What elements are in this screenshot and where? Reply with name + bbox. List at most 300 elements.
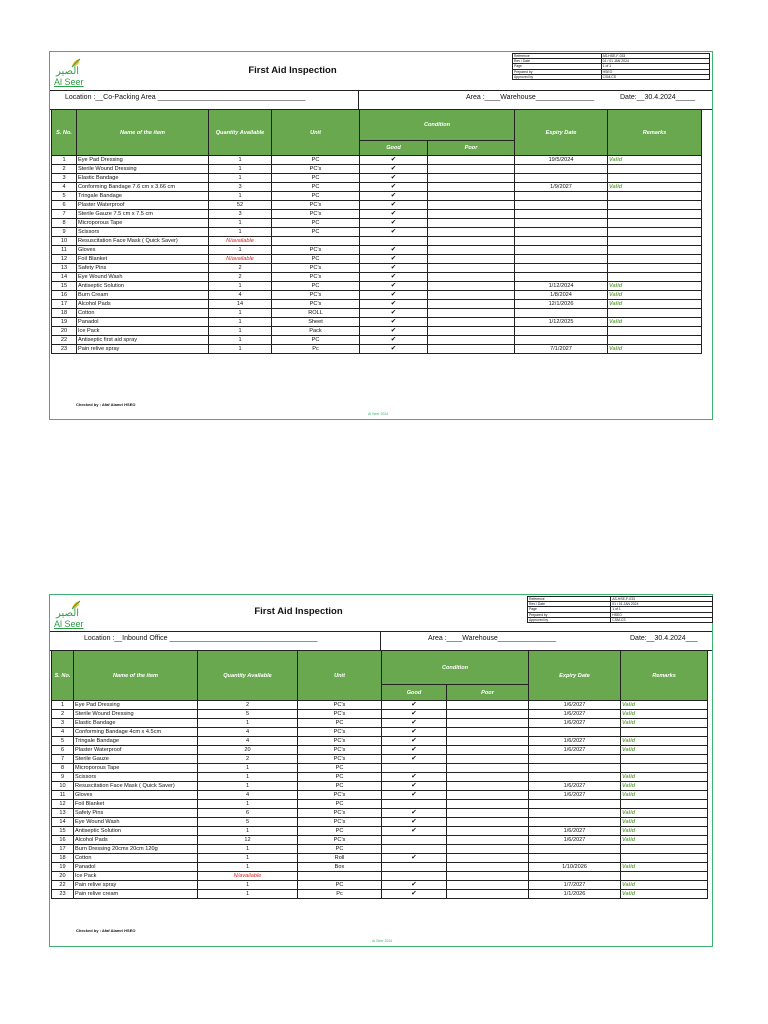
table-row bbox=[52, 710, 708, 719]
table-row bbox=[52, 255, 702, 264]
cell-sno: 9 bbox=[52, 773, 74, 782]
cell-qty: 2 bbox=[198, 701, 298, 710]
cell-expiry bbox=[529, 872, 621, 881]
cell-sno: 19 bbox=[52, 863, 74, 872]
cell-item: Tringale Bandage bbox=[74, 737, 198, 746]
meta-key: Prepared by bbox=[513, 69, 602, 74]
table-row bbox=[52, 791, 708, 800]
cell-sno: 11 bbox=[52, 246, 77, 255]
cell-qty: N/available bbox=[209, 237, 272, 246]
cell-sno: 12 bbox=[52, 800, 74, 809]
cell-unit: PC's bbox=[272, 300, 360, 309]
cell-good: ✔ bbox=[360, 291, 428, 300]
cell-sno: 23 bbox=[52, 890, 74, 899]
cell-qty: N/available bbox=[198, 872, 298, 881]
cell-sno: 9 bbox=[52, 228, 77, 237]
cell-good: ✔ bbox=[382, 719, 447, 728]
cell-unit: PC bbox=[298, 782, 382, 791]
table-row bbox=[52, 800, 708, 809]
cell-qty: 1 bbox=[209, 309, 272, 318]
meta-row bbox=[513, 74, 710, 79]
cell-sno: 6 bbox=[52, 201, 77, 210]
cell-unit: PC bbox=[298, 845, 382, 854]
cell-remarks: Valid bbox=[608, 318, 702, 327]
cell-poor bbox=[428, 255, 515, 264]
cell-expiry: 1/7/2027 bbox=[529, 881, 621, 890]
meta-key: Reference bbox=[528, 597, 611, 602]
cell-qty: 2 bbox=[198, 755, 298, 764]
cell-sno: 5 bbox=[52, 737, 74, 746]
cell-poor bbox=[447, 890, 529, 899]
cell-unit: PC's bbox=[272, 264, 360, 273]
cell-remarks bbox=[608, 255, 702, 264]
cell-expiry: 1/9/2027 bbox=[515, 183, 608, 192]
cell-expiry bbox=[529, 728, 621, 737]
meta-value: HSEO bbox=[611, 612, 713, 617]
cell-remarks bbox=[608, 246, 702, 255]
logo-arabic-text: الصير bbox=[56, 66, 80, 77]
cell-good bbox=[382, 845, 447, 854]
cell-qty: 1 bbox=[198, 845, 298, 854]
cell-sno: 18 bbox=[52, 854, 74, 863]
cell-expiry: 1/10/2026 bbox=[529, 863, 621, 872]
cell-sno: 17 bbox=[52, 845, 74, 854]
area-label: Area :____Warehouse_______________ bbox=[428, 635, 557, 642]
cell-item: Alcohol Pads bbox=[77, 300, 209, 309]
cell-unit: PC's bbox=[272, 201, 360, 210]
table-row bbox=[52, 881, 708, 890]
cell-poor bbox=[447, 746, 529, 755]
footer-text: Al Seer 2024 bbox=[372, 939, 393, 943]
cell-item: Alcohol Pads bbox=[74, 836, 198, 845]
cell-remarks bbox=[608, 237, 702, 246]
cell-item: Sterile Gauze bbox=[74, 755, 198, 764]
table-row bbox=[52, 728, 708, 737]
cell-good: ✔ bbox=[360, 192, 428, 201]
cell-sno: 4 bbox=[52, 728, 74, 737]
cell-expiry: 1/6/2027 bbox=[529, 737, 621, 746]
cell-poor bbox=[428, 156, 515, 165]
cell-poor bbox=[447, 845, 529, 854]
cell-expiry bbox=[529, 818, 621, 827]
cell-good: ✔ bbox=[360, 210, 428, 219]
area-label: Area :____Warehouse_______________ bbox=[466, 94, 595, 101]
cell-remarks: Valid bbox=[621, 890, 708, 899]
cell-unit: PC's bbox=[298, 728, 382, 737]
cell-poor bbox=[447, 701, 529, 710]
cell-sno: 17 bbox=[52, 300, 77, 309]
cell-remarks bbox=[608, 174, 702, 183]
cell-item: Ice Pack bbox=[77, 327, 209, 336]
cell-unit: PC bbox=[298, 881, 382, 890]
meta-key: Rev / Date bbox=[513, 59, 602, 64]
cell-remarks: Valid bbox=[621, 827, 708, 836]
cell-qty: 4 bbox=[209, 291, 272, 300]
cell-good: ✔ bbox=[360, 246, 428, 255]
table-row bbox=[52, 701, 708, 710]
cell-qty: 3 bbox=[209, 210, 272, 219]
cell-good: ✔ bbox=[360, 282, 428, 291]
cell-qty: 5 bbox=[198, 710, 298, 719]
cell-remarks: Valid bbox=[621, 782, 708, 791]
cell-expiry: 1/6/2027 bbox=[529, 701, 621, 710]
cell-item: Resuscitation Face Mask ( Quick Saver) bbox=[77, 237, 209, 246]
table-row bbox=[52, 773, 708, 782]
cell-poor bbox=[428, 345, 515, 354]
cell-good: ✔ bbox=[360, 228, 428, 237]
table-row bbox=[52, 318, 702, 327]
cell-sno: 19 bbox=[52, 318, 77, 327]
cell-poor bbox=[447, 773, 529, 782]
cell-unit: Sheet bbox=[272, 318, 360, 327]
cell-poor bbox=[428, 210, 515, 219]
cell-item: Pain relive spray bbox=[77, 345, 209, 354]
cell-good: ✔ bbox=[360, 273, 428, 282]
table-row bbox=[52, 165, 702, 174]
meta-key: Approved by bbox=[528, 617, 611, 622]
header-condition: Condition bbox=[360, 110, 515, 141]
cell-unit: PC's bbox=[272, 291, 360, 300]
cell-sno: 1 bbox=[52, 701, 74, 710]
cell-item: Ice Pack bbox=[74, 872, 198, 881]
cell-qty: 6 bbox=[198, 809, 298, 818]
cell-remarks: Valid bbox=[621, 818, 708, 827]
cell-good: ✔ bbox=[360, 327, 428, 336]
cell-expiry bbox=[529, 800, 621, 809]
cell-poor bbox=[428, 228, 515, 237]
cell-unit: PC bbox=[298, 773, 382, 782]
cell-qty: 2 bbox=[209, 264, 272, 273]
cell-remarks: Valid bbox=[608, 183, 702, 192]
cell-expiry: 1/1/2026 bbox=[529, 890, 621, 899]
cell-good: ✔ bbox=[382, 818, 447, 827]
cell-unit: PC's bbox=[298, 755, 382, 764]
cell-qty: 3 bbox=[209, 183, 272, 192]
cell-expiry bbox=[529, 755, 621, 764]
cell-remarks bbox=[621, 854, 708, 863]
header-expiry: Expiry Date bbox=[529, 651, 621, 701]
inspection-table bbox=[51, 109, 702, 354]
cell-poor bbox=[447, 764, 529, 773]
cell-expiry: 1/8/2024 bbox=[515, 291, 608, 300]
cell-unit: PC's bbox=[272, 210, 360, 219]
cell-good: ✔ bbox=[382, 755, 447, 764]
table-row bbox=[52, 872, 708, 881]
cell-item: Safety Pins bbox=[74, 809, 198, 818]
cell-item: Sterile Gauze 7.5 cm x 7.5 cm bbox=[77, 210, 209, 219]
cell-expiry bbox=[515, 210, 608, 219]
cell-expiry bbox=[515, 264, 608, 273]
table-row bbox=[52, 336, 702, 345]
cell-good: ✔ bbox=[360, 318, 428, 327]
cell-sno: 22 bbox=[52, 881, 74, 890]
footer-text: Al Seer 2024 bbox=[368, 412, 389, 416]
logo-english-text: Al Seer bbox=[54, 77, 84, 87]
logo-arabic-text: الصير bbox=[56, 608, 80, 619]
cell-expiry: 12/1/2026 bbox=[515, 300, 608, 309]
cell-good: ✔ bbox=[382, 710, 447, 719]
cell-item: Eye Pad Dressing bbox=[77, 156, 209, 165]
cell-remarks bbox=[608, 264, 702, 273]
header-poor: Poor bbox=[428, 141, 515, 156]
cell-item: Scissors bbox=[77, 228, 209, 237]
table-row bbox=[52, 764, 708, 773]
cell-remarks bbox=[608, 327, 702, 336]
header-item: Name of the item bbox=[74, 651, 198, 701]
table-row bbox=[52, 183, 702, 192]
header-good: Good bbox=[382, 685, 447, 701]
cell-item: Burn Dressing 20cmx 20cm 120g bbox=[74, 845, 198, 854]
table-row bbox=[52, 174, 702, 183]
cell-sno: 23 bbox=[52, 345, 77, 354]
cell-expiry: 1/6/2027 bbox=[529, 827, 621, 836]
cell-poor bbox=[428, 318, 515, 327]
cell-poor bbox=[428, 183, 515, 192]
cell-qty: 1 bbox=[209, 327, 272, 336]
cell-remarks bbox=[608, 201, 702, 210]
meta-value: HSEO bbox=[601, 69, 709, 74]
cell-qty: 1 bbox=[198, 827, 298, 836]
cell-sno: 13 bbox=[52, 264, 77, 273]
cell-qty: 1 bbox=[198, 863, 298, 872]
cell-qty: 4 bbox=[198, 728, 298, 737]
cell-expiry: 1/6/2027 bbox=[529, 836, 621, 845]
cell-qty: 1 bbox=[198, 773, 298, 782]
cell-poor bbox=[428, 174, 515, 183]
cell-good: ✔ bbox=[360, 264, 428, 273]
cell-good: ✔ bbox=[360, 165, 428, 174]
location-label: Location :__Inbound Office ______________________________________ bbox=[84, 635, 318, 642]
meta-key: Approved by bbox=[513, 74, 602, 79]
cell-qty: 1 bbox=[198, 782, 298, 791]
cell-expiry bbox=[515, 219, 608, 228]
cell-qty: 1 bbox=[209, 174, 272, 183]
table-row bbox=[52, 827, 708, 836]
cell-poor bbox=[428, 327, 515, 336]
cell-good: ✔ bbox=[360, 156, 428, 165]
table-row bbox=[52, 210, 702, 219]
cell-good: ✔ bbox=[382, 737, 447, 746]
table-row bbox=[52, 345, 702, 354]
cell-qty: 1 bbox=[198, 854, 298, 863]
cell-poor bbox=[447, 710, 529, 719]
cell-item: Elastic Bandage bbox=[74, 719, 198, 728]
cell-remarks: Valid bbox=[621, 791, 708, 800]
cell-unit: PC's bbox=[298, 809, 382, 818]
cell-sno: 4 bbox=[52, 183, 77, 192]
cell-poor bbox=[447, 863, 529, 872]
cell-good: ✔ bbox=[382, 782, 447, 791]
page-title: First Aid Inspection bbox=[254, 606, 343, 617]
cell-remarks bbox=[621, 728, 708, 737]
cell-good: ✔ bbox=[360, 174, 428, 183]
cell-item: Scissors bbox=[74, 773, 198, 782]
cell-sno: 6 bbox=[52, 746, 74, 755]
cell-poor bbox=[428, 264, 515, 273]
cell-unit: PC bbox=[272, 228, 360, 237]
cell-expiry bbox=[515, 255, 608, 264]
meta-key: Page bbox=[528, 607, 611, 612]
cell-item: Cotton bbox=[74, 854, 198, 863]
cell-remarks: Valid bbox=[621, 881, 708, 890]
cell-sno: 20 bbox=[52, 327, 77, 336]
page-title: First Aid Inspection bbox=[248, 65, 337, 76]
cell-good: ✔ bbox=[382, 746, 447, 755]
cell-unit: Pc bbox=[272, 345, 360, 354]
cell-poor bbox=[428, 192, 515, 201]
cell-unit: PC bbox=[298, 719, 382, 728]
cell-good: ✔ bbox=[360, 183, 428, 192]
header-qty: Quantity Available bbox=[198, 651, 298, 701]
cell-item: Sterile Wound Dressing bbox=[77, 165, 209, 174]
cell-unit: PC bbox=[298, 764, 382, 773]
cell-item: Cotton bbox=[77, 309, 209, 318]
cell-remarks bbox=[608, 336, 702, 345]
cell-unit: PC bbox=[272, 192, 360, 201]
cell-good: ✔ bbox=[382, 881, 447, 890]
cell-qty: 12 bbox=[198, 836, 298, 845]
cell-good: ✔ bbox=[382, 827, 447, 836]
cell-remarks: Valid bbox=[621, 737, 708, 746]
cell-qty: 1 bbox=[209, 336, 272, 345]
cell-remarks: Valid bbox=[608, 156, 702, 165]
cell-unit: PC bbox=[272, 336, 360, 345]
cell-remarks bbox=[621, 845, 708, 854]
cell-good: ✔ bbox=[360, 201, 428, 210]
cell-sno: 8 bbox=[52, 219, 77, 228]
cell-good: ✔ bbox=[360, 345, 428, 354]
cell-unit: Roll bbox=[298, 854, 382, 863]
cell-item: Pain relive cream bbox=[74, 890, 198, 899]
cell-expiry bbox=[515, 327, 608, 336]
cell-sno: 10 bbox=[52, 237, 77, 246]
cell-sno: 14 bbox=[52, 818, 74, 827]
meta-value: 1 of 1 bbox=[601, 64, 709, 69]
table-row bbox=[52, 836, 708, 845]
cell-remarks bbox=[608, 309, 702, 318]
cell-unit bbox=[272, 237, 360, 246]
cell-qty: 1 bbox=[209, 165, 272, 174]
table-row bbox=[52, 300, 702, 309]
cell-sno: 15 bbox=[52, 827, 74, 836]
cell-poor bbox=[428, 201, 515, 210]
cell-qty: 52 bbox=[209, 201, 272, 210]
inspection-table bbox=[51, 650, 708, 899]
table-row bbox=[52, 309, 702, 318]
checked-by: Checked by : Afaf Alamri HSEO bbox=[76, 928, 136, 933]
cell-unit: PC bbox=[272, 183, 360, 192]
cell-expiry: 19/5/2024 bbox=[515, 156, 608, 165]
cell-sno: 15 bbox=[52, 282, 77, 291]
location-row bbox=[50, 631, 712, 651]
cell-remarks: Valid bbox=[621, 863, 708, 872]
table-row bbox=[52, 782, 708, 791]
table-row bbox=[52, 890, 708, 899]
cell-expiry bbox=[515, 273, 608, 282]
table-row bbox=[52, 219, 702, 228]
cell-unit: PC's bbox=[298, 737, 382, 746]
cell-good: ✔ bbox=[382, 701, 447, 710]
meta-value: 1 of 1 bbox=[611, 607, 713, 612]
cell-item: Conforming Bandage 7.6 cm x 3.66 cm bbox=[77, 183, 209, 192]
cell-good: ✔ bbox=[382, 890, 447, 899]
table-row bbox=[52, 845, 708, 854]
cell-sno: 12 bbox=[52, 255, 77, 264]
cell-good: ✔ bbox=[382, 773, 447, 782]
cell-unit bbox=[298, 872, 382, 881]
cell-good: ✔ bbox=[382, 728, 447, 737]
cell-remarks bbox=[608, 219, 702, 228]
logo-english-text: Al Seer bbox=[54, 619, 84, 629]
cell-remarks: Valid bbox=[621, 746, 708, 755]
cell-poor bbox=[447, 782, 529, 791]
cell-remarks bbox=[621, 755, 708, 764]
cell-item: Eye Wound Wash bbox=[74, 818, 198, 827]
cell-poor bbox=[428, 300, 515, 309]
cell-remarks: Valid bbox=[621, 710, 708, 719]
cell-expiry bbox=[529, 809, 621, 818]
cell-expiry bbox=[529, 854, 621, 863]
cell-qty: 14 bbox=[209, 300, 272, 309]
meta-value: 01 / 01 JAN 2024 bbox=[601, 59, 709, 64]
header-qty: Quantity Available bbox=[209, 110, 272, 156]
cell-poor bbox=[447, 827, 529, 836]
cell-good bbox=[382, 836, 447, 845]
cell-expiry bbox=[515, 201, 608, 210]
table-row bbox=[52, 237, 702, 246]
cell-item: Eye Wound Wash bbox=[77, 273, 209, 282]
cell-poor bbox=[447, 836, 529, 845]
cell-poor bbox=[428, 282, 515, 291]
cell-sno: 8 bbox=[52, 764, 74, 773]
cell-qty: 2 bbox=[209, 273, 272, 282]
cell-unit: PC bbox=[298, 827, 382, 836]
table-row bbox=[52, 818, 708, 827]
cell-remarks: Valid bbox=[621, 809, 708, 818]
cell-remarks bbox=[608, 192, 702, 201]
cell-unit: PC bbox=[272, 174, 360, 183]
cell-unit: PC's bbox=[272, 165, 360, 174]
cell-poor bbox=[447, 818, 529, 827]
cell-poor bbox=[428, 291, 515, 300]
cell-qty: 1 bbox=[209, 318, 272, 327]
cell-qty: 4 bbox=[198, 791, 298, 800]
meta-key: Page bbox=[513, 64, 602, 69]
header-good: Good bbox=[360, 141, 428, 156]
cell-item: Microporous Tape bbox=[74, 764, 198, 773]
cell-item: Panadol bbox=[77, 318, 209, 327]
cell-poor bbox=[428, 246, 515, 255]
table-row bbox=[52, 156, 702, 165]
cell-remarks bbox=[608, 273, 702, 282]
cell-item: Eye Pad Dressing bbox=[74, 701, 198, 710]
meta-row bbox=[528, 617, 713, 622]
document-meta-table bbox=[527, 596, 713, 623]
cell-good: ✔ bbox=[382, 791, 447, 800]
cell-sno: 22 bbox=[52, 336, 77, 345]
table-row bbox=[52, 327, 702, 336]
cell-unit: PC's bbox=[298, 818, 382, 827]
inspection-sheet-1 bbox=[49, 51, 713, 420]
cell-good: ✔ bbox=[360, 336, 428, 345]
cell-sno: 13 bbox=[52, 809, 74, 818]
cell-expiry: 1/6/2027 bbox=[529, 746, 621, 755]
cell-item: Plaster Waterproof bbox=[77, 201, 209, 210]
cell-sno: 18 bbox=[52, 309, 77, 318]
table-row bbox=[52, 854, 708, 863]
header-expiry: Expiry Date bbox=[515, 110, 608, 156]
cell-unit: ROLL bbox=[272, 309, 360, 318]
